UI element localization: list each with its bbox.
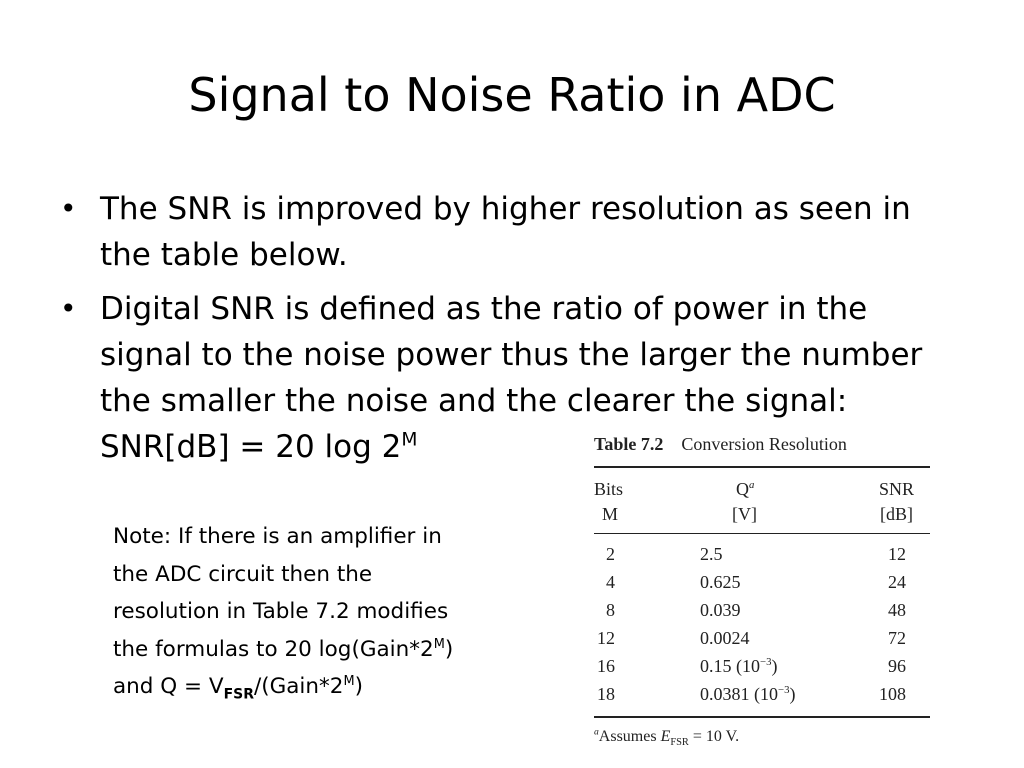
note-line: the ADC circuit then the [113,561,373,587]
subscript: FSR [223,686,254,703]
table-cell-snr: 108 [879,684,906,704]
note-text: and Q = V [113,674,224,699]
table-cell-bits: 8 [606,600,615,620]
bullet-icon: • [60,292,77,325]
table-footnote [594,726,740,749]
bullet-text: The SNR is improved by higher resolution as seen in the table below. [100,191,911,273]
table-cell-bits: 18 [597,684,615,704]
header-bits-unit: M [602,504,619,524]
footnote-text: Assumes [598,728,661,745]
table-rule [594,466,930,468]
note-line: Note: If there is an amplifier in [113,524,442,549]
table-cell-snr: 24 [888,572,906,592]
table-cell-q-text: 0.0381 (10 [700,684,778,704]
table-cell-q-exp: −3 [760,656,772,668]
footnote-rest: = 10 V. [688,728,740,745]
table-cell-q: 0.625 [700,572,741,592]
header-q-text: Q [736,479,749,499]
table-cell-bits: 12 [597,628,615,648]
note-line: resolution in Table 7.2 modifies [113,599,449,624]
header-q-unit: [V] [732,504,757,524]
table-cell-bits: 16 [597,656,615,676]
bullet-text: Digital SNR is defined as the ratio of power in the signal to the noise power thus the larger the number the smaller the noise and the clearer the signal: SNR[dB] = 20 log 2 [100,291,923,465]
bullet-icon: • [60,192,77,225]
table-cell-snr: 12 [888,544,906,564]
header-snr: SNR [879,479,915,499]
footnote-var-sub: FSR [670,737,689,749]
bullet-item [58,186,958,278]
table-cell-bits: 4 [606,572,615,592]
table-cell-q: 0.0024 [700,628,750,648]
table-cell-bits: 2 [606,544,615,564]
footnote-mark: a [594,726,599,738]
footnote-var: E [660,728,671,745]
note-line [113,631,533,669]
table-cell-q-exp: −3 [778,684,790,696]
table-rule [594,716,930,718]
table-cell-q [700,656,778,677]
table-caption [594,434,847,455]
table-title: Conversion Resolution [681,434,847,454]
slide-title: Signal to Noise Ratio in ADC [188,68,836,122]
note-text: ) [444,636,454,662]
amplifier-note [113,518,533,706]
conversion-resolution-table [590,432,935,748]
table-cell-q-text: 0.15 (10 [700,656,760,676]
table-label: Table 7.2 [594,434,664,454]
table-cell-q: 2.5 [700,544,723,564]
table-cell-snr: 48 [888,600,906,620]
superscript: M [401,429,418,451]
table-cell-snr: 96 [888,656,906,676]
header-q-sup: a [749,479,755,491]
note-text: ) [354,674,363,699]
header-snr-unit: [dB] [880,504,913,524]
note-line [113,668,533,706]
header-bits: Bits [594,479,624,499]
table-cell-q-close: ) [771,656,778,676]
header-q [736,479,754,500]
note-text: /(Gain*2 [253,674,344,699]
table-cell-q: 0.039 [700,600,741,620]
table-cell-snr: 72 [888,628,906,648]
superscript: M [433,636,445,652]
superscript: M [343,673,355,689]
table-rule [594,533,930,534]
table-cell-q-close: ) [789,684,796,704]
table-cell-q [700,684,796,705]
note-text: the formulas to 20 log(Gain*2 [113,636,434,662]
